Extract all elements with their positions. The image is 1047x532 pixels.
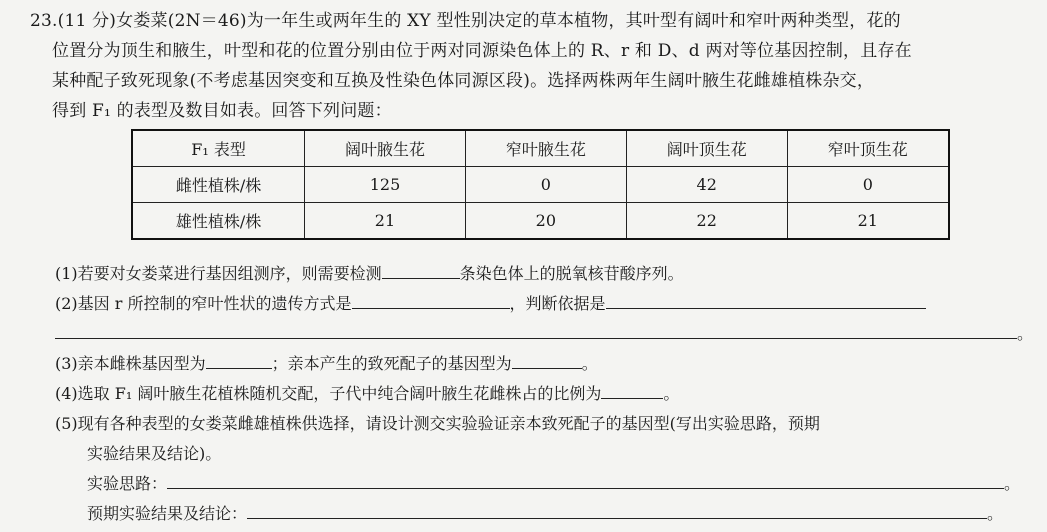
stem-line-1: 23.(11 分)女娄菜(2N＝46)为一年生或两年生的 XY 型性别决定的草本植物，其叶型有阔叶和窄叶两种类型，花的 — [30, 11, 901, 31]
table-cell: 21 — [305, 203, 466, 240]
answer-line[interactable] — [167, 470, 1004, 489]
stem-line-2: 位置分为顶生和腋生，叶型和花的位置分别由位于两对同源染色体上的 R、r 和 D、d 两对等位基因控制，且存在 — [52, 41, 912, 61]
sub-questions — [55, 259, 1035, 529]
table-cell: 0 — [787, 167, 949, 203]
q2-text-a: (2)基因 r 所控制的窄叶性状的遗传方式是 — [55, 294, 352, 313]
q1-text-b: 条染色体上的脱氧核苷酸序列。 — [459, 264, 684, 283]
table-header-cell: 阔叶腋生花 — [305, 130, 466, 167]
end-mark: 。 — [1004, 474, 1021, 493]
end-mark: 。 — [987, 504, 1004, 523]
answer-line[interactable] — [55, 320, 1017, 339]
answer-blank[interactable] — [382, 260, 460, 279]
question-stem — [30, 6, 1030, 126]
table-cell: 20 — [465, 203, 626, 240]
table-header-cell: F₁ 表型 — [132, 130, 305, 167]
q4-text-b: 。 — [663, 384, 680, 403]
end-mark: 。 — [1017, 324, 1034, 343]
q4-text-a: (4)选取 F₁ 阔叶腋生花植株随机交配，子代中纯合阔叶腋生花雌株占的比例为 — [55, 384, 602, 403]
table-header-row — [132, 130, 949, 167]
answer-line[interactable] — [247, 500, 987, 519]
experiment-idea-label: 实验思路： — [87, 474, 168, 493]
sub-question-3 — [55, 349, 1035, 379]
sub-question-5: (5)现有各种表型的女娄菜雌雄植株供选择，请设计测交实验验证亲本致死配子的基因型(写出实验思路，预期 — [55, 414, 820, 433]
q3-text-c: 。 — [581, 354, 598, 373]
table-header-cell: 窄叶顶生花 — [787, 130, 949, 167]
table-header-cell: 阔叶顶生花 — [626, 130, 787, 167]
sub-question-2-continued — [55, 319, 1035, 349]
sub-question-2 — [55, 289, 1035, 319]
table-cell: 42 — [626, 167, 787, 203]
table-cell: 雄性植株/株 — [132, 203, 305, 240]
answer-blank[interactable] — [606, 290, 926, 309]
stem-line-4: 得到 F₁ 的表型及数目如表。回答下列问题： — [52, 101, 392, 121]
q3-text-a: (3)亲本雌株基因型为 — [55, 354, 206, 373]
table-cell: 21 — [787, 203, 949, 240]
table-cell: 125 — [305, 167, 466, 203]
table-row — [132, 167, 949, 203]
table-cell: 0 — [465, 167, 626, 203]
answer-blank[interactable] — [512, 350, 582, 369]
q1-text-a: (1)若要对女娄菜进行基因组测序，则需要检测 — [55, 264, 382, 283]
table-cell: 22 — [626, 203, 787, 240]
table-row — [132, 203, 949, 240]
expected-result-row — [55, 499, 1035, 529]
q2-text-b: ，判断依据是 — [509, 294, 606, 313]
answer-blank[interactable] — [601, 380, 663, 399]
answer-blank[interactable] — [352, 290, 510, 309]
q3-text-b: ；亲本产生的致死配子的基因型为 — [271, 354, 512, 373]
sub-question-5-line-2: 实验结果及结论)。 — [87, 444, 222, 463]
table-header-cell: 窄叶腋生花 — [465, 130, 626, 167]
answer-blank[interactable] — [206, 350, 272, 369]
stem-line-3: 某种配子致死现象(不考虑基因突变和互换及性染色体同源区段)。选择两株两年生阔叶腋生花雌雄植株杂交， — [52, 71, 875, 91]
table-cell: 雌性植株/株 — [132, 167, 305, 203]
sub-question-1 — [55, 259, 1035, 289]
f1-phenotype-table — [131, 129, 950, 240]
experiment-idea-row — [55, 469, 1035, 499]
sub-question-4 — [55, 379, 1035, 409]
expected-result-label: 预期实验结果及结论： — [87, 504, 248, 523]
